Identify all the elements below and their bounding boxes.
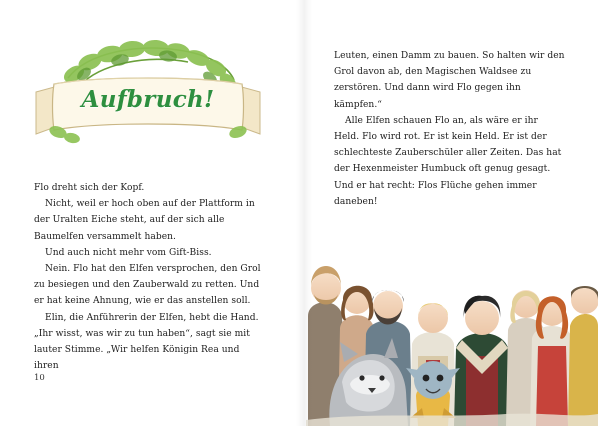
paragraph: Elin, die Anführerin der Elfen, hebt die Hand. „Ihr wisst, was wir zu tun haben“, sagt sie mit lauter Stimme. „Wir helfen Königin Rea und ihren bbox=[34, 312, 259, 372]
chapter-banner bbox=[28, 34, 268, 164]
right-page-body bbox=[334, 48, 566, 210]
paragraph: Flo dreht sich der Kopf. bbox=[34, 183, 145, 193]
chapter-title: Aufbruch! bbox=[81, 86, 215, 113]
paragraph: Nein. Flo hat den Elfen versprochen, den Grol zu besiegen und den Zauberwald zu retten. Und er hat keine Ahnung, wie er das anstellen soll. bbox=[34, 264, 261, 307]
group-of-fantasy-characters-illustration bbox=[306, 196, 598, 426]
paragraph: Alle Elfen schauen Flo an, als wäre er ihr Held. Flo wird rot. Er ist kein Held. Er ist der schlechteste Zauberschüler aller Zeiten. Das hat der Hexenmeister Humbuck oft genug gesagt. Und er hat recht: Flos Flüche gehen immer daneben! bbox=[334, 115, 562, 207]
paragraph: Leuten, einen Damm zu bauen. So halten wir den Grol davon ab, den Magischen Waldsee zu zerstören. Und dann wird Flo gegen ihn kämpfen.“ bbox=[334, 51, 565, 110]
paragraph: Nicht, weil er hoch oben auf der Plattform in der Uralten Eiche steht, auf der sich alle Baumelfen versammelt haben. bbox=[34, 199, 255, 242]
character-back-right-2 bbox=[568, 286, 598, 426]
page-number: 10 bbox=[34, 373, 45, 383]
left-page-body bbox=[34, 180, 266, 374]
character-hero-boy bbox=[454, 296, 510, 426]
paragraph: Und auch nicht mehr vom Gift-Biss. bbox=[45, 247, 212, 258]
character-red-haired-woman bbox=[530, 296, 574, 426]
